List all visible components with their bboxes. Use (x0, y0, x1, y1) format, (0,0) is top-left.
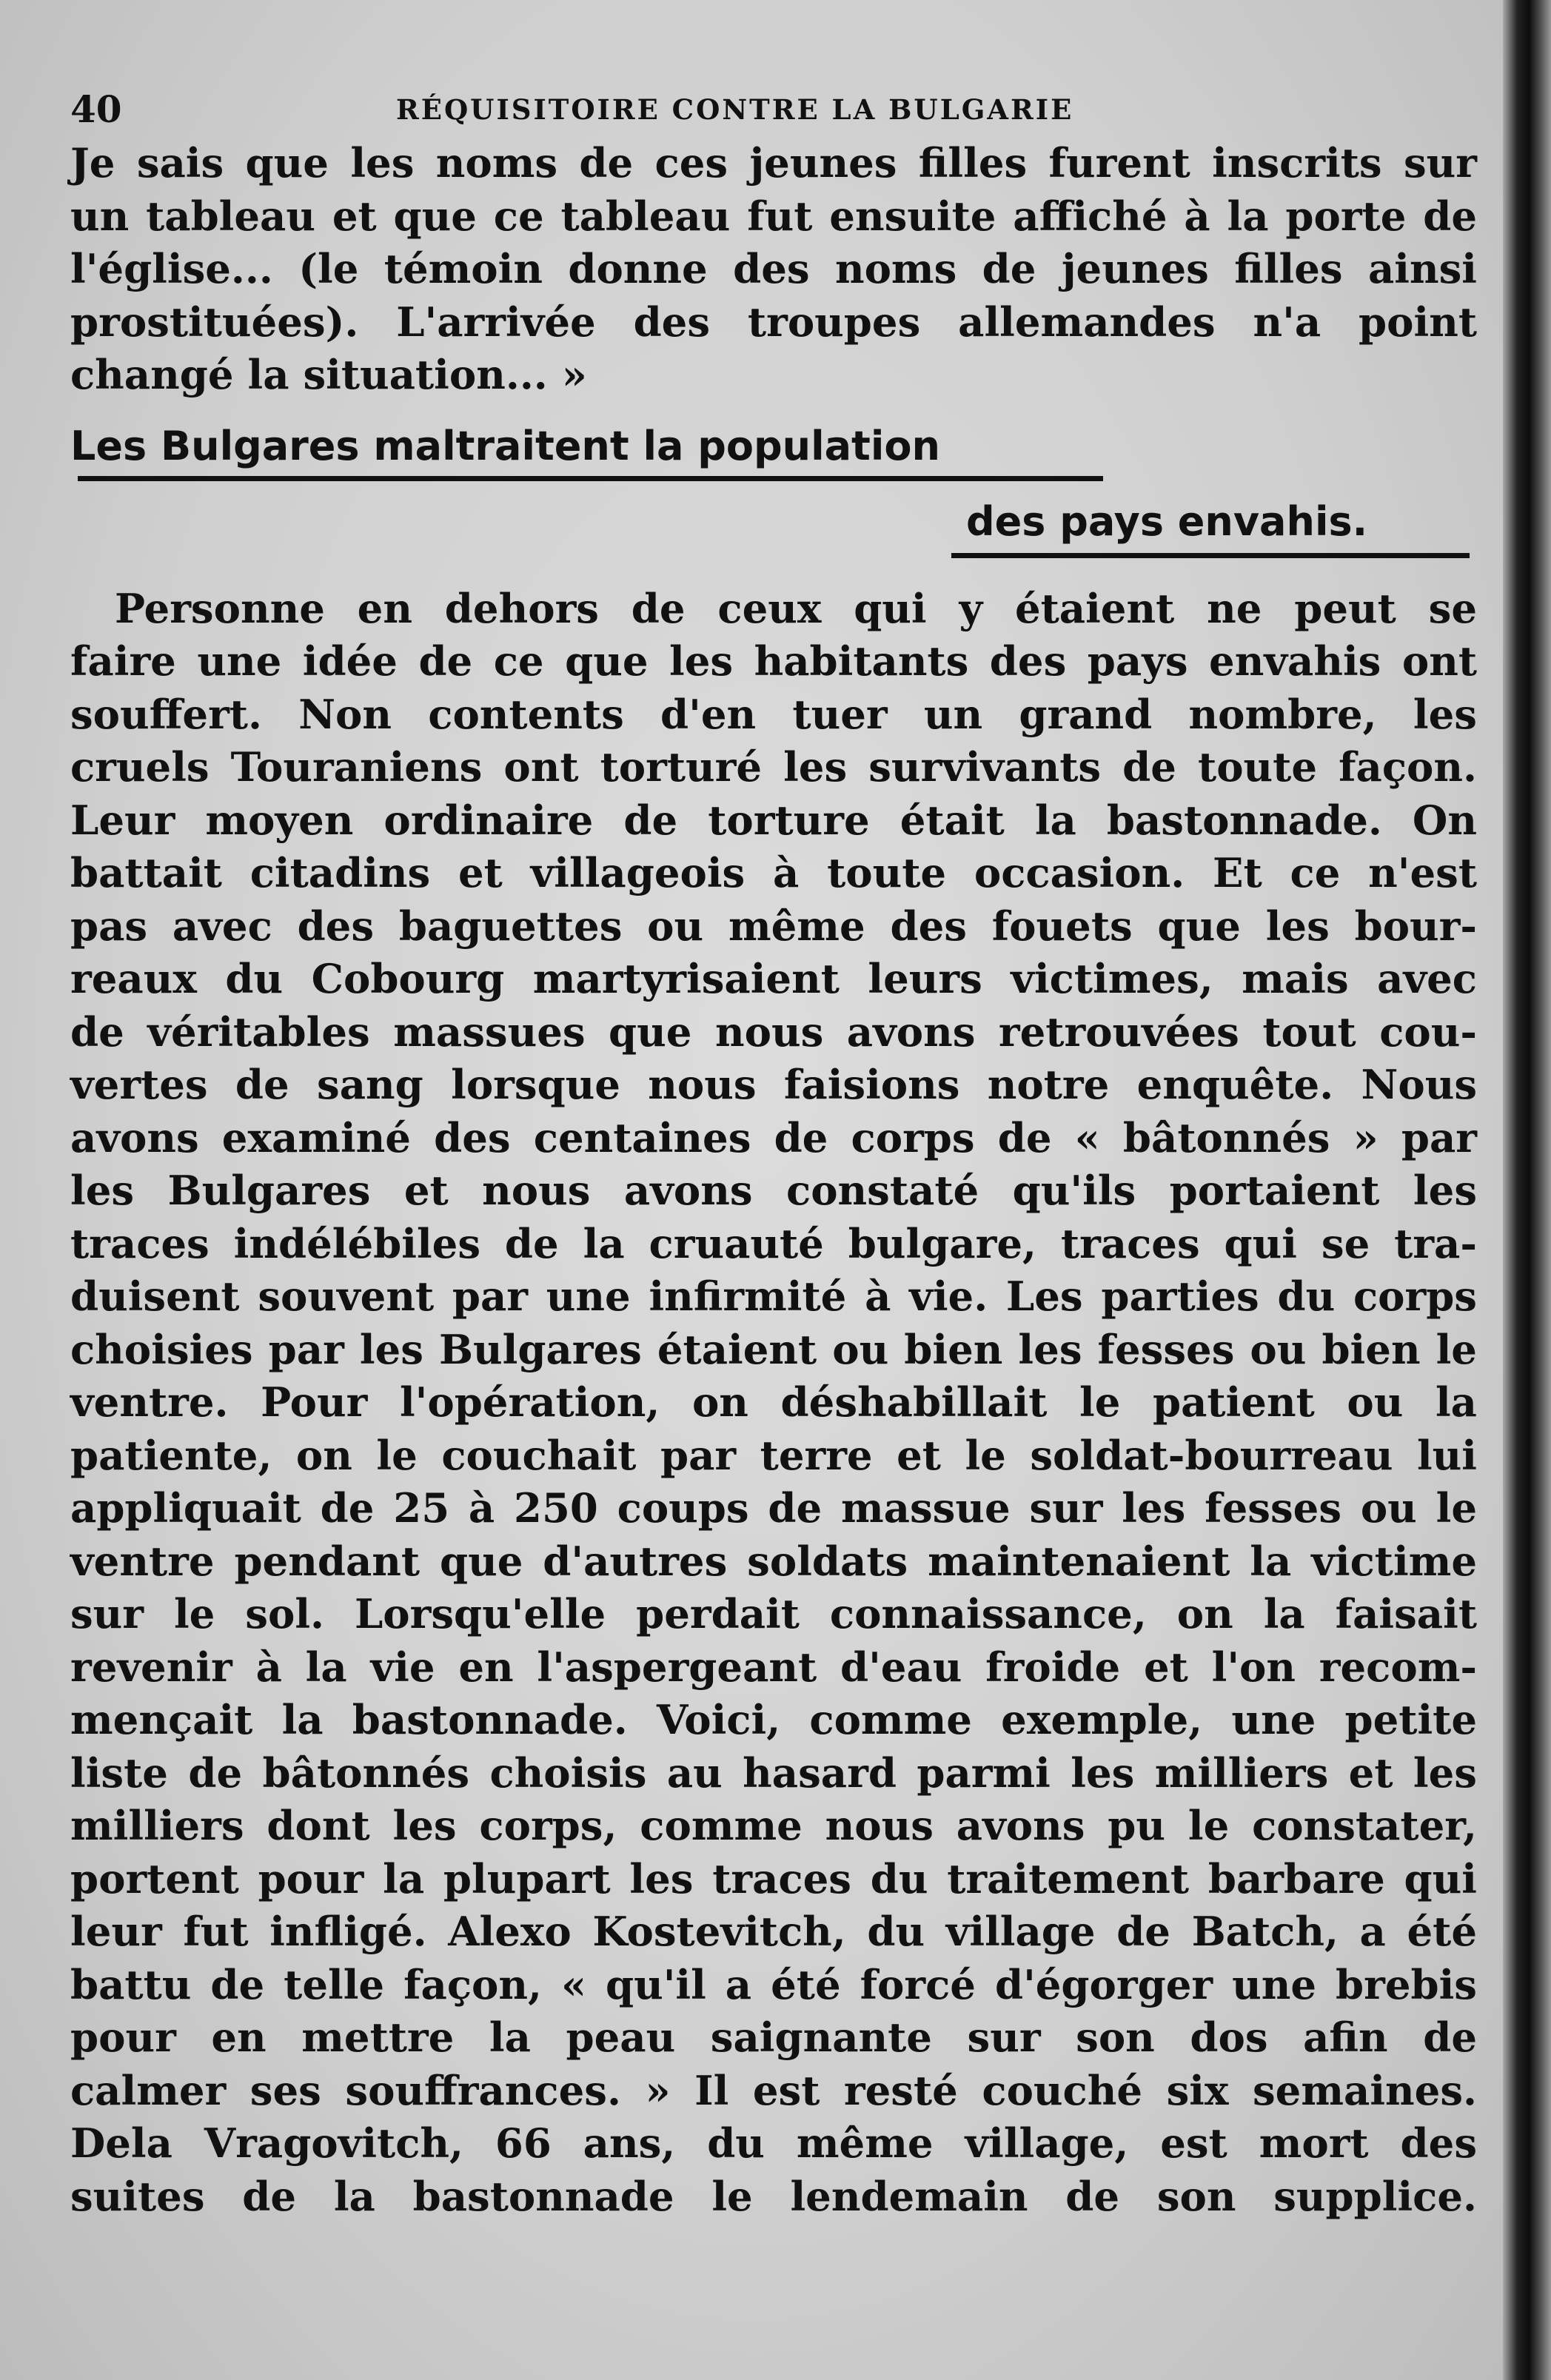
text-line: revenir à la vie en l'aspergeant d'eau froide et l'on recom- (70, 1643, 1477, 1691)
text-line: souffert. Non contents d'en tuer un grand nombre, les (70, 690, 1477, 738)
text-line: suites de la bastonnade le lendemain de son supplice. (70, 2172, 1477, 2220)
text-line: les Bulgares et nous avons constaté qu'ils portaient les (70, 1167, 1477, 1214)
text-line: changé la situation... » (70, 351, 587, 398)
text-line: Leur moyen ordinaire de torture était la bastonnade. On (70, 796, 1477, 844)
text-line: battu de telle façon, « qu'il a été forcé d'égorger une brebis (70, 1960, 1477, 2008)
text-line: prostituées). L'arrivée des troupes allemandes n'a point (70, 298, 1477, 346)
text-line: un tableau et que ce tableau fut ensuite affiché à la porte de (70, 192, 1477, 240)
text-line: faire une idée de ce que les habitants des pays envahis ont (70, 637, 1477, 685)
text-line: choisies par les Bulgares étaient ou bien les fesses ou bien le (70, 1325, 1477, 1373)
text-line: milliers dont les corps, comme nous avons pu le constater, (70, 1802, 1477, 1849)
text-line: pas avec des baguettes ou même des fouets que les bour- (70, 902, 1477, 950)
section-title-line1: Les Bulgares maltraitent la population (70, 422, 940, 469)
intro-paragraph (70, 137, 1477, 402)
text-line: Personne en dehors de ceux qui y étaient ne peut se (115, 584, 1477, 632)
text-line: battait citadins et villageois à toute occasion. Et ce n'est (70, 849, 1477, 896)
page-binding-edge (1503, 0, 1551, 2380)
text-line: ventre pendant que d'autres soldats maintenaient la victime (70, 1537, 1477, 1585)
text-line: vertes de sang lorsque nous faisions notre enquête. Nous (70, 1061, 1477, 1108)
text-line: leur fut infligé. Alexo Kostevitch, du village de Batch, a été (70, 1908, 1477, 1955)
text-line: portent pour la plupart les traces du traitement barbare qui (70, 1854, 1477, 1903)
text-line: pour en mettre la peau saignante sur son dos afin de (70, 2014, 1477, 2061)
body-paragraph (70, 583, 1477, 2224)
text-line: duisent souvent par une infirmité à vie. Les parties du corps (70, 1273, 1477, 1320)
text-line: reaux du Cobourg martyrisaient leurs victimes, mais avec (70, 955, 1477, 1002)
section-heading (70, 409, 1477, 572)
text-line: avons examiné des centaines de corps de « bâtonnés » par (70, 1113, 1477, 1161)
text-line: de véritables massues que nous avons retrouvées tout cou- (70, 1008, 1477, 1056)
text-line: liste de bâtonnés choisis au hasard parmi les milliers et les (70, 1749, 1477, 1797)
text-line: sur le sol. Lorsqu'elle perdait connaissance, on la faisait (70, 1590, 1477, 1637)
text-line: Dela Vragovitch, 66 ans, du même village, est mort des (70, 2119, 1477, 2167)
page-header (70, 74, 1477, 137)
section-title-line2: des pays envahis. (966, 497, 1368, 545)
page-content (70, 74, 1477, 2223)
text-line: cruels Touraniens ont torturé les survivants de toute façon. (70, 743, 1477, 791)
text-line: Je sais que les noms de ces jeunes filles furent inscrits sur (70, 139, 1477, 187)
page-number: 40 (70, 87, 122, 131)
text-line: mençait la bastonnade. Voici, comme exemple, une petite (70, 1696, 1477, 1743)
text-line: traces indélébiles de la cruauté bulgare, traces qui se tra- (70, 1219, 1477, 1267)
heading-rule (951, 553, 1470, 558)
text-line: appliquait de 25 à 250 coups de massue sur les fesses ou le (70, 1484, 1477, 1532)
text-line: patiente, on le couchait par terre et le soldat-bourreau lui (70, 1431, 1477, 1479)
text-line: l'église... (le témoin donne des noms de jeunes filles ainsi (70, 245, 1477, 292)
text-line: ventre. Pour l'opération, on déshabillait le patient ou la (70, 1378, 1477, 1426)
running-title: RÉQUISITOIRE CONTRE LA BULGARIE (396, 93, 1074, 126)
heading-rule (78, 476, 1103, 481)
text-line: calmer ses souffrances. » Il est resté couché six semaines. (70, 2066, 1477, 2114)
